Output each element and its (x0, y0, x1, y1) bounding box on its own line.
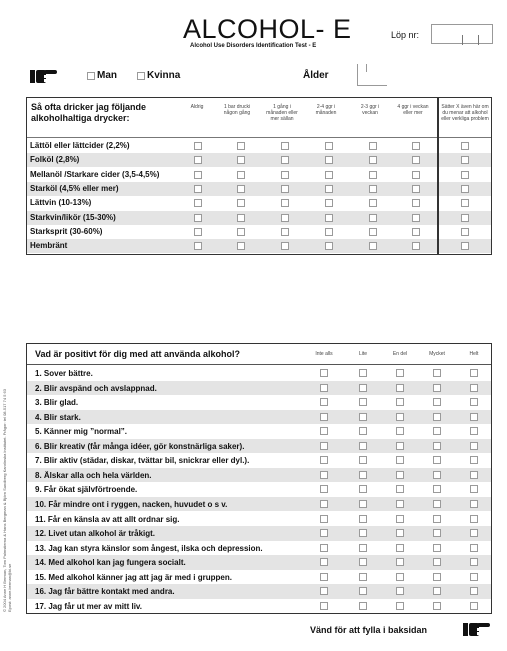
agreement-checkbox[interactable] (396, 369, 404, 377)
agreement-checkbox[interactable] (470, 587, 478, 595)
agreement-checkbox[interactable] (359, 384, 367, 392)
frequency-checkbox[interactable] (325, 171, 333, 179)
agreement-checkbox[interactable] (359, 515, 367, 523)
effect-row (27, 570, 491, 585)
agreement-checkbox[interactable] (359, 427, 367, 435)
agreement-checkbox[interactable] (359, 398, 367, 406)
column-header: 2-3 ggr i veckan (360, 104, 380, 116)
agreement-checkbox[interactable] (359, 544, 367, 552)
frequency-checkbox[interactable] (461, 214, 469, 222)
turn-page-text: Vänd för att fylla i baksidan (310, 625, 428, 635)
agreement-checkbox[interactable] (470, 398, 478, 406)
frequency-checkbox[interactable] (325, 214, 333, 222)
frequency-checkbox[interactable] (281, 156, 289, 164)
drink-row (27, 239, 491, 253)
frequency-checkbox[interactable] (412, 171, 420, 179)
agreement-checkbox[interactable] (470, 558, 478, 566)
agreement-checkbox[interactable] (396, 413, 404, 421)
effect-row (27, 424, 491, 439)
agreement-checkbox[interactable] (433, 515, 441, 523)
frequency-checkbox[interactable] (194, 185, 202, 193)
frequency-checkbox[interactable] (369, 142, 377, 150)
agreement-checkbox[interactable] (433, 485, 441, 493)
frequency-checkbox[interactable] (369, 242, 377, 250)
effect-label: 8. Älskar alla och hela världen. (35, 470, 152, 480)
effect-row (27, 497, 491, 512)
column-header: 1 bar drucki någon gång (223, 104, 251, 116)
drink-label: Starköl (4,5% eller mer) (30, 183, 119, 193)
column-header: 4 ggr i veckan eller mer (397, 104, 429, 116)
lopnr-label: Löp nr: (391, 30, 420, 40)
agreement-checkbox[interactable] (396, 456, 404, 464)
frequency-checkbox[interactable] (237, 171, 245, 179)
effect-label: 7. Blir aktiv (städar, diskar, tvättar bil, snickrar eller dyl.). (35, 456, 250, 466)
table1-question: Så ofta dricker jag följande alkoholhaltiga drycker: (31, 102, 147, 123)
frequency-checkbox[interactable] (194, 242, 202, 250)
agreement-checkbox[interactable] (396, 529, 404, 537)
agreement-checkbox[interactable] (396, 558, 404, 566)
frequency-checkbox[interactable] (412, 199, 420, 207)
agreement-checkbox[interactable] (433, 558, 441, 566)
frequency-checkbox[interactable] (237, 185, 245, 193)
agreement-checkbox[interactable] (470, 413, 478, 421)
pointing-hand-icon (463, 620, 491, 638)
man-label: Man (97, 70, 117, 81)
agreement-checkbox[interactable] (396, 427, 404, 435)
frequency-checkbox[interactable] (369, 156, 377, 164)
effect-row (27, 512, 491, 527)
agreement-checkbox[interactable] (470, 471, 478, 479)
drink-label: Folköl (2,8%) (30, 155, 80, 165)
effect-label: 10. Får mindre ont i ryggen, nacken, huvudet o s v. (35, 499, 228, 509)
agreement-checkbox[interactable] (470, 500, 478, 508)
agreement-checkbox[interactable] (320, 398, 328, 406)
effect-label: 12. Livet utan alkohol är tråkigt. (35, 529, 156, 539)
frequency-checkbox[interactable] (412, 142, 420, 150)
agreement-checkbox[interactable] (433, 384, 441, 392)
agreement-checkbox[interactable] (396, 384, 404, 392)
kvinna-label: Kvinna (147, 70, 181, 81)
effect-row (27, 482, 491, 497)
agreement-checkbox[interactable] (359, 442, 367, 450)
agreement-checkbox[interactable] (396, 485, 404, 493)
agreement-checkbox[interactable] (320, 602, 328, 610)
frequency-checkbox[interactable] (281, 214, 289, 222)
effect-label: 17. Jag får ut mer av mitt liv. (35, 601, 143, 611)
column-header: Lite (358, 351, 368, 357)
column-header: Sätter X även här om du menar att alkohol eller verkliga problem (441, 104, 489, 122)
agreement-checkbox[interactable] (396, 471, 404, 479)
frequency-checkbox[interactable] (325, 199, 333, 207)
effect-label: 16. Jag får bättre kontakt med andra. (35, 587, 175, 597)
frequency-checkbox[interactable] (281, 228, 289, 236)
agreement-checkbox[interactable] (396, 587, 404, 595)
agreement-checkbox[interactable] (433, 500, 441, 508)
form-subtitle: Alcohol Use Disorders Identification Test - E (190, 43, 317, 49)
man-checkbox[interactable] (87, 72, 95, 80)
agreement-checkbox[interactable] (320, 515, 328, 523)
agreement-checkbox[interactable] (433, 529, 441, 537)
agreement-checkbox[interactable] (359, 369, 367, 377)
frequency-checkbox[interactable] (412, 156, 420, 164)
frequency-checkbox[interactable] (281, 242, 289, 250)
effect-label: 1. Sover bättre. (35, 369, 93, 378)
effect-label: 9. Får ökat självförtroende. (35, 485, 138, 495)
drink-label: Starksprit (30-60%) (30, 226, 103, 236)
agreement-checkbox[interactable] (320, 485, 328, 493)
frequency-checkbox[interactable] (325, 242, 333, 250)
agreement-checkbox[interactable] (359, 485, 367, 493)
gender-kvinna[interactable] (137, 70, 180, 81)
agreement-checkbox[interactable] (359, 558, 367, 566)
agreement-checkbox[interactable] (470, 485, 478, 493)
effect-row (27, 468, 491, 483)
agreement-checkbox[interactable] (359, 602, 367, 610)
drink-label: Starkvin/likör (15-30%) (30, 212, 116, 222)
table2-question: Vad är positivt för dig med att använda alkohol? (35, 349, 241, 359)
frequency-checkbox[interactable] (281, 142, 289, 150)
agreement-checkbox[interactable] (433, 442, 441, 450)
effect-row (27, 599, 491, 614)
effect-label: 13. Jag kan styra känslor som ångest, ilska och depression. (35, 543, 263, 553)
agreement-checkbox[interactable] (470, 602, 478, 610)
agreement-checkbox[interactable] (359, 456, 367, 464)
copyright-side-text: © 2004 Anne H Berman, Tom Palmstierna & Hans Bergman & Björn Sundberg Karolinska Institutet. Frågor: tel 08-517 74 5 63 Epost: anne.berman@ki.se (2, 389, 12, 612)
frequency-checkbox[interactable] (325, 185, 333, 193)
agreement-checkbox[interactable] (396, 573, 404, 581)
agreement-checkbox[interactable] (320, 500, 328, 508)
drink-row (27, 153, 491, 167)
effect-label: 14. Med alkohol kan jag fungera socialt. (35, 558, 186, 568)
agreement-checkbox[interactable] (433, 587, 441, 595)
agreement-checkbox[interactable] (320, 427, 328, 435)
frequency-checkbox[interactable] (237, 228, 245, 236)
frequency-checkbox[interactable] (194, 156, 202, 164)
agreement-checkbox[interactable] (320, 573, 328, 581)
effect-label: 2. Blir avspänd och avslappnad. (35, 383, 157, 393)
frequency-checkbox[interactable] (369, 185, 377, 193)
column-header: Aldrig (190, 104, 204, 110)
frequency-checkbox[interactable] (412, 214, 420, 222)
agreement-checkbox[interactable] (359, 500, 367, 508)
agreement-checkbox[interactable] (470, 544, 478, 552)
agreement-checkbox[interactable] (470, 369, 478, 377)
column-header: Helt (469, 351, 479, 357)
agreement-checkbox[interactable] (470, 442, 478, 450)
agreement-checkbox[interactable] (396, 442, 404, 450)
drink-label: Hembränt (30, 241, 68, 251)
frequency-checkbox[interactable] (461, 228, 469, 236)
positive-effects-table (26, 343, 492, 614)
drink-row (27, 182, 491, 196)
frequency-checkbox[interactable] (461, 156, 469, 164)
agreement-checkbox[interactable] (470, 427, 478, 435)
drink-row (27, 139, 491, 153)
frequency-checkbox[interactable] (281, 199, 289, 207)
agreement-checkbox[interactable] (359, 573, 367, 581)
agreement-checkbox[interactable] (396, 544, 404, 552)
agreement-checkbox[interactable] (470, 456, 478, 464)
column-header: En del (392, 351, 408, 357)
effect-label: 11. Får en känsla av att allt ordnar sig. (35, 514, 180, 524)
agreement-checkbox[interactable] (433, 456, 441, 464)
lopnr-field[interactable] (431, 24, 493, 44)
frequency-checkbox[interactable] (412, 228, 420, 236)
frequency-checkbox[interactable] (461, 199, 469, 207)
agreement-checkbox[interactable] (320, 544, 328, 552)
frequency-checkbox[interactable] (325, 156, 333, 164)
age-field[interactable] (357, 64, 387, 86)
agreement-checkbox[interactable] (320, 587, 328, 595)
agreement-checkbox[interactable] (359, 587, 367, 595)
agreement-checkbox[interactable] (433, 398, 441, 406)
agreement-checkbox[interactable] (396, 500, 404, 508)
drink-label: Mellanöl /Starkare cider (3,5-4,5%) (30, 169, 160, 179)
effect-label: 6. Blir kreativ (får många idéer, gör konstnärliga saker). (35, 441, 245, 451)
column-header: Mycket (429, 351, 445, 357)
agreement-checkbox[interactable] (320, 413, 328, 421)
frequency-checkbox[interactable] (369, 199, 377, 207)
effect-row (27, 381, 491, 396)
effect-label: 3. Blir glad. (35, 398, 79, 408)
drink-label: Lättöl eller lättcider (2,2%) (30, 141, 130, 150)
effect-row (27, 541, 491, 556)
effect-row (27, 410, 491, 425)
frequency-checkbox[interactable] (194, 199, 202, 207)
frequency-checkbox[interactable] (237, 142, 245, 150)
frequency-checkbox[interactable] (369, 171, 377, 179)
effect-row (27, 439, 491, 454)
frequency-checkbox[interactable] (461, 185, 469, 193)
form-title: ALCOHOL- E (183, 14, 352, 44)
agreement-checkbox[interactable] (470, 384, 478, 392)
agreement-checkbox[interactable] (320, 384, 328, 392)
frequency-checkbox[interactable] (237, 199, 245, 207)
drink-label: Lättvin (10-13%) (30, 198, 92, 208)
kvinna-checkbox[interactable] (137, 72, 145, 80)
gender-man[interactable] (87, 70, 117, 81)
column-header: Inte alls (315, 351, 333, 357)
agreement-checkbox[interactable] (396, 515, 404, 523)
frequency-checkbox[interactable] (237, 214, 245, 222)
effect-label: 15. Med alkohol känner jag att jag är med i gruppen. (35, 572, 232, 582)
agreement-checkbox[interactable] (359, 529, 367, 537)
frequency-checkbox[interactable] (281, 185, 289, 193)
drink-row (27, 168, 491, 182)
effect-row (27, 555, 491, 570)
frequency-checkbox[interactable] (194, 171, 202, 179)
age-label: Ålder (303, 70, 329, 81)
frequency-checkbox[interactable] (461, 171, 469, 179)
frequency-checkbox[interactable] (461, 142, 469, 150)
agreement-checkbox[interactable] (433, 413, 441, 421)
column-header: 1 gång i månaden eller mer sällan (266, 104, 298, 122)
frequency-checkbox[interactable] (194, 228, 202, 236)
agreement-checkbox[interactable] (320, 471, 328, 479)
frequency-checkbox[interactable] (194, 142, 202, 150)
agreement-checkbox[interactable] (396, 602, 404, 610)
agreement-checkbox[interactable] (470, 529, 478, 537)
effect-label: 4. Blir stark. (35, 412, 81, 422)
effect-row (27, 366, 491, 381)
effect-row (27, 584, 491, 599)
agreement-checkbox[interactable] (433, 427, 441, 435)
agreement-checkbox[interactable] (320, 369, 328, 377)
agreement-checkbox[interactable] (320, 558, 328, 566)
frequency-checkbox[interactable] (237, 242, 245, 250)
agreement-checkbox[interactable] (433, 369, 441, 377)
frequency-checkbox[interactable] (237, 156, 245, 164)
effect-row (27, 453, 491, 468)
frequency-checkbox[interactable] (369, 228, 377, 236)
agreement-checkbox[interactable] (320, 456, 328, 464)
agreement-checkbox[interactable] (470, 573, 478, 581)
drink-row (27, 211, 491, 225)
frequency-checkbox[interactable] (281, 171, 289, 179)
agreement-checkbox[interactable] (433, 544, 441, 552)
drink-row (27, 225, 491, 239)
agreement-checkbox[interactable] (359, 413, 367, 421)
frequency-checkbox[interactable] (412, 185, 420, 193)
effect-row (27, 395, 491, 410)
pointing-hand-icon (30, 67, 58, 85)
frequency-checkbox[interactable] (461, 242, 469, 250)
column-header: 2-4 ggr i månaden (315, 104, 337, 116)
agreement-checkbox[interactable] (433, 573, 441, 581)
agreement-checkbox[interactable] (396, 398, 404, 406)
agreement-checkbox[interactable] (433, 602, 441, 610)
frequency-checkbox[interactable] (325, 228, 333, 236)
effect-row (27, 526, 491, 541)
agreement-checkbox[interactable] (359, 471, 367, 479)
frequency-checkbox[interactable] (412, 242, 420, 250)
agreement-checkbox[interactable] (320, 442, 328, 450)
effect-label: 5. Känner mig ”normal”. (35, 427, 128, 437)
agreement-checkbox[interactable] (320, 529, 328, 537)
drink-row (27, 196, 491, 210)
drink-frequency-table (26, 97, 492, 255)
frequency-checkbox[interactable] (369, 214, 377, 222)
agreement-checkbox[interactable] (470, 515, 478, 523)
frequency-checkbox[interactable] (194, 214, 202, 222)
frequency-checkbox[interactable] (325, 142, 333, 150)
agreement-checkbox[interactable] (433, 471, 441, 479)
